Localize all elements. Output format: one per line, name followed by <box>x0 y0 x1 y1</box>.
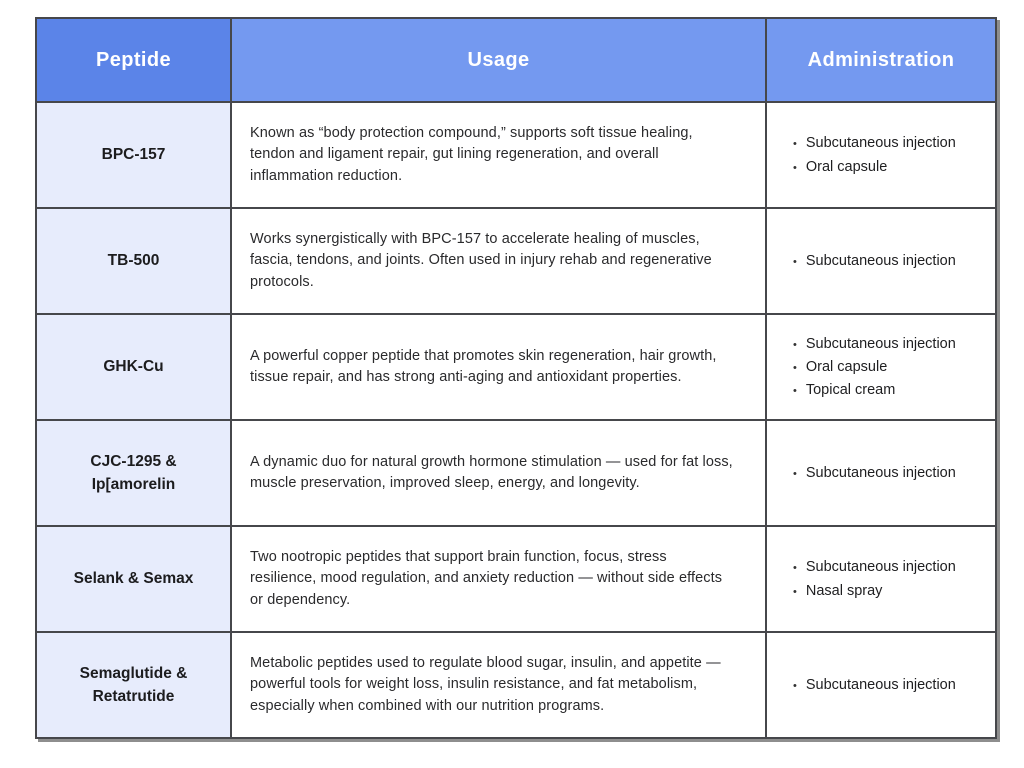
peptide-name: BPC-157 <box>36 102 231 208</box>
header-cell-peptide: Peptide <box>36 18 231 102</box>
bullet-dot-icon: • <box>793 361 797 374</box>
administration-item-label: Subcutaneous injection <box>805 559 956 576</box>
administration-item-label: Subcutaneous injection <box>805 335 956 352</box>
table-row <box>36 526 996 632</box>
administration-item-label: Subcutaneous injection <box>805 135 956 152</box>
administration-item <box>793 581 987 601</box>
peptide-name: GHK-Cu <box>36 314 231 420</box>
administration-item <box>793 357 987 377</box>
peptide-name: TB-500 <box>36 208 231 314</box>
bullet-dot-icon: • <box>793 138 797 151</box>
administration-item-label: Subcutaneous injection <box>805 464 956 481</box>
table-row <box>36 208 996 314</box>
header-row <box>36 18 996 102</box>
bullet-dot-icon: • <box>793 585 797 598</box>
bullet-dot-icon: • <box>793 385 797 398</box>
administration-item <box>793 463 987 483</box>
administration-cell <box>766 420 996 526</box>
administration-cell <box>766 526 996 632</box>
usage-description: A powerful copper peptide that promotes skin regeneration, hair growth, tissue repair, and has strong anti-aging and antioxidant properties. <box>231 314 766 420</box>
administration-item-label: Nasal spray <box>805 582 883 599</box>
administration-list <box>793 557 987 601</box>
administration-item-label: Subcutaneous injection <box>805 676 956 693</box>
administration-cell <box>766 102 996 208</box>
usage-description: Works synergistically with BPC-157 to accelerate healing of muscles, fascia, tendons, and joints. Often used in injury rehab and regenerative protocols. <box>231 208 766 314</box>
header-cell-administration: Administration <box>766 18 996 102</box>
peptide-name: Semaglutide & Retatrutide <box>36 632 231 738</box>
administration-cell <box>766 632 996 738</box>
table-row <box>36 632 996 738</box>
bullet-dot-icon: • <box>793 562 797 575</box>
peptide-table <box>35 17 997 739</box>
administration-item-label: Oral capsule <box>805 158 888 175</box>
administration-item <box>793 557 987 577</box>
administration-item-label: Oral capsule <box>805 358 888 375</box>
administration-list <box>793 675 987 695</box>
administration-item <box>793 157 987 177</box>
administration-list <box>793 133 987 177</box>
peptide-name: CJC-1295 & Ip[amorelin <box>36 420 231 526</box>
usage-description: Two nootropic peptides that support brain function, focus, stress resilience, mood regulation, and anxiety reduction — without side effects or dependency. <box>231 526 766 632</box>
administration-item <box>793 380 987 400</box>
administration-list <box>793 463 987 483</box>
header-cell-usage: Usage <box>231 18 766 102</box>
table-header <box>36 18 996 102</box>
table-row <box>36 314 996 420</box>
administration-list <box>793 251 987 271</box>
usage-description: Metabolic peptides used to regulate blood sugar, insulin, and appetite — powerful tools for weight loss, insulin resistance, and fat metabolism, especially when combined with our nutrition programs. <box>231 632 766 738</box>
table-container <box>35 17 997 739</box>
administration-item <box>793 133 987 153</box>
administration-item <box>793 675 987 695</box>
bullet-dot-icon: • <box>793 338 797 351</box>
usage-description: Known as “body protection compound,” supports soft tissue healing, tendon and ligament repair, gut lining regeneration, and overall inflammation reduction. <box>231 102 766 208</box>
table-row <box>36 420 996 526</box>
bullet-dot-icon: • <box>793 161 797 174</box>
bullet-dot-icon: • <box>793 255 797 268</box>
table-row <box>36 102 996 208</box>
bullet-dot-icon: • <box>793 679 797 692</box>
administration-list <box>793 334 987 401</box>
administration-item <box>793 334 987 354</box>
administration-cell <box>766 314 996 420</box>
table-body <box>36 102 996 738</box>
usage-description: A dynamic duo for natural growth hormone stimulation — used for fat loss, muscle preservation, improved sleep, energy, and longevity. <box>231 420 766 526</box>
administration-item <box>793 251 987 271</box>
peptide-name: Selank & Semax <box>36 526 231 632</box>
bullet-dot-icon: • <box>793 467 797 480</box>
administration-item-label: Subcutaneous injection <box>805 252 956 269</box>
administration-item-label: Topical cream <box>805 382 896 399</box>
administration-cell <box>766 208 996 314</box>
